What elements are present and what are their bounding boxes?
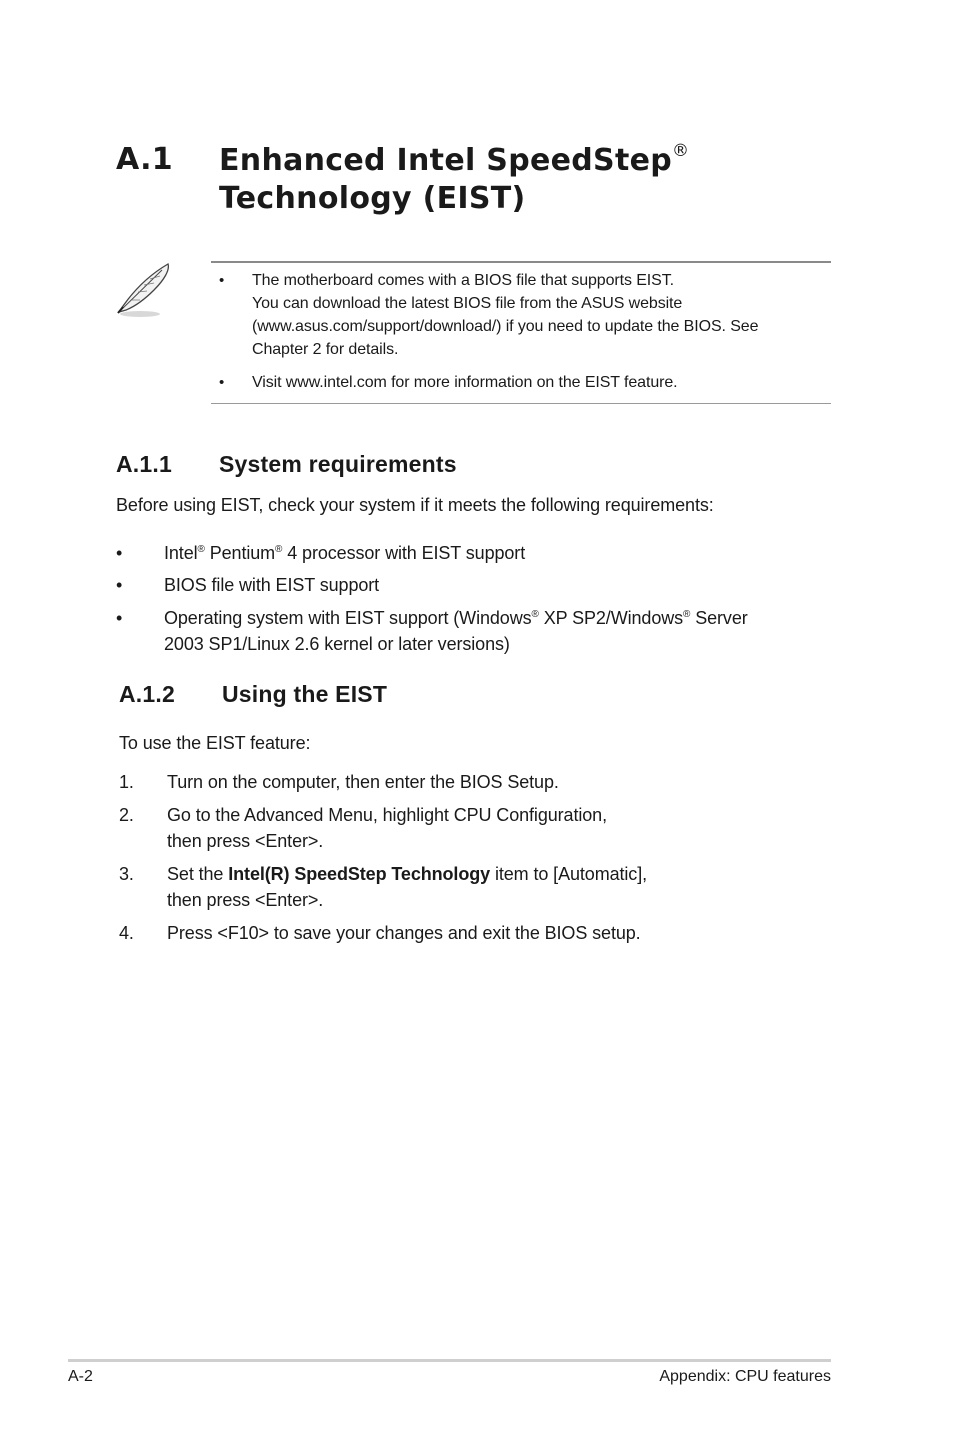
requirement-bios: BIOS file with EIST support [164, 575, 380, 595]
step-number: 3. [119, 864, 134, 884]
note-top-rule [211, 261, 831, 263]
note-bullet-1: • [219, 272, 225, 289]
footer-chapter: Appendix: CPU features [659, 1368, 831, 1385]
steps-intro: To use the EIST feature: [119, 733, 311, 753]
quill-pen-icon [114, 260, 174, 320]
note-line: (www.asus.com/support/download/) if you need to update the BIOS. See [252, 318, 759, 335]
title-line-2: Technology (EIST) [219, 181, 526, 216]
step-number: 4. [119, 923, 134, 943]
note-item-2 [252, 371, 678, 394]
step-3: Set the Intel(R) SpeedStep Technology item to [Automatic], then press <Enter>. [167, 864, 648, 910]
requirements-intro: Before using EIST, check your system if it meets the following requirements: [116, 495, 714, 515]
setting-name: Intel(R) SpeedStep Technology [228, 864, 491, 884]
note-bottom-rule [211, 403, 831, 404]
step-2: Go to the Advanced Menu, highlight CPU Configuration, then press <Enter>. [167, 805, 607, 851]
subsection-number-1: A.1.1 [116, 451, 172, 477]
title-line-1: Enhanced Intel SpeedStep [219, 143, 673, 178]
note-line: Visit www.intel.com for more information on the EIST feature. [252, 374, 678, 391]
subsection-title-2: Using the EIST [222, 681, 388, 707]
page-number: A-2 [68, 1368, 93, 1385]
step-number: 2. [119, 805, 134, 825]
note-bullet-2: • [219, 374, 225, 391]
registered-mark: ® [672, 141, 690, 161]
requirement-os: Operating system with EIST support (Windows® XP SP2/Windows® Server 2003 SP1/Linux 2.6 kernel or later versions) [164, 608, 748, 654]
bullet: • [116, 575, 123, 595]
step-1: Turn on the computer, then enter the BIOS Setup. [167, 772, 559, 792]
step-4: Press <F10> to save your changes and exit the BIOS setup. [167, 923, 641, 943]
bullet: • [116, 543, 123, 563]
subsection-title-1: System requirements [219, 451, 457, 477]
requirement-cpu: Intel® Pentium® 4 processor with EIST support [164, 543, 526, 563]
note-item-1 [252, 269, 758, 361]
bullet: • [116, 608, 123, 628]
page-title [219, 142, 689, 218]
section-number: A.1 [116, 142, 173, 177]
footer-rule [68, 1359, 831, 1362]
note-line: The motherboard comes with a BIOS file that supports EIST. [252, 272, 674, 289]
subsection-number-2: A.1.2 [119, 681, 175, 707]
step-number: 1. [119, 772, 134, 792]
note-line: You can download the latest BIOS file from the ASUS website [252, 295, 683, 312]
note-line: Chapter 2 for details. [252, 341, 399, 358]
